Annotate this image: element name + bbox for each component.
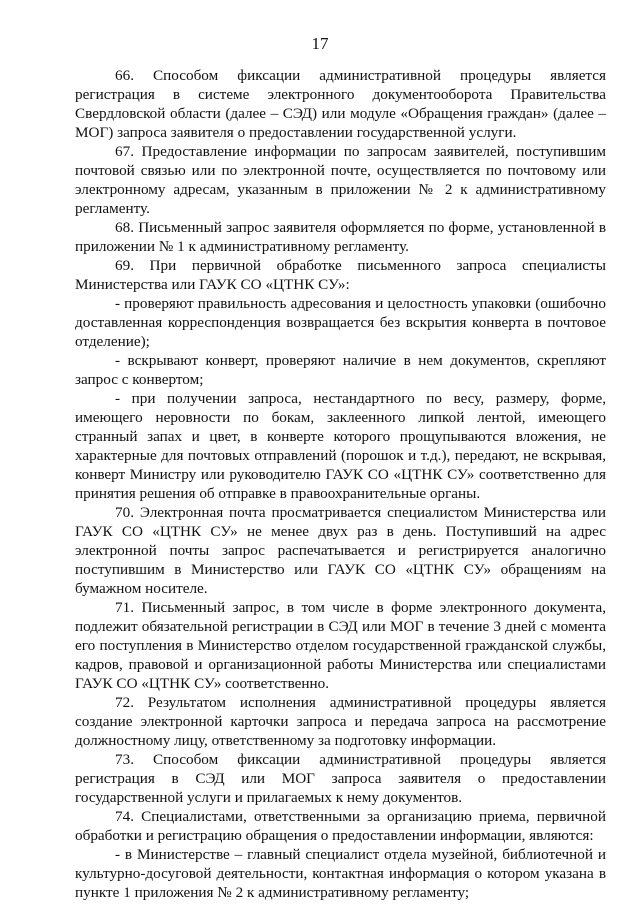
paragraph-66: 66. Способом фиксации административной процедуры является регистрация в системе электронного документооборота Правительства Свердловской области (далее – СЭД) или модуле «Обращения граждан» (далее – МОГ) запроса заявителя о предоставлении государственной услуги. <box>75 67 606 141</box>
paragraph-71: 71. Письменный запрос, в том числе в форме электронного документа, подлежит обязательной регистрации в СЭД или МОГ в течение 3 дней с момента его поступления в Министерство отделом государственной гражданской службы, кадров, правовой и организационной работы Министерства или специалистами ГАУК СО «ЦТНК СУ» соответственно. <box>75 599 606 692</box>
paragraph-72: 72. Результатом исполнения административной процедуры является создание электронной карточки запроса и передача запроса на рассмотрение должностному лицу, ответственному за подготовку информации. <box>75 694 606 749</box>
paragraph-69: 69. При первичной обработке письменного запроса специалисты Министерства или ГАУК СО «ЦТНК СУ»: <box>75 257 606 293</box>
page-number: 17 <box>311 34 329 53</box>
list-item-open-envelope: - вскрывают конверт, проверяют наличие в нем документов, скрепляют запрос с конвертом; <box>75 352 606 388</box>
paragraph-73: 73. Способом фиксации административной процедуры является регистрация в СЭД или МОГ запроса заявителя о предоставлении государственной услуги и прилагаемых к нему документов. <box>75 751 606 806</box>
paragraph-68: 68. Письменный запрос заявителя оформляется по форме, установленной в приложении № 1 к административному регламенту. <box>75 219 606 255</box>
paragraph-67: 67. Предоставление информации по запросам заявителей, поступившим почтовой связью или по электронной почте, осуществляется по почтовому или электронному адресам, указанным в приложении № 2 к административному регламенту. <box>75 143 606 217</box>
list-item-check-addressing: - проверяют правильность адресования и целостность упаковки (ошибочно доставленная корреспонденция возвращается без вскрытия конверта в почтовое отделение); <box>75 295 606 350</box>
document-body <box>75 66 606 902</box>
list-item-ministry-specialist: - в Министерстве – главный специалист отдела музейной, библиотечной и культурно-досуговой деятельности, контактная информация о котором указана в пункте 1 приложения № 2 к административному регламенту; <box>75 846 606 901</box>
paragraph-70: 70. Электронная почта просматривается специалистом Министерства или ГАУК СО «ЦТНК СУ» не менее двух раз в день. Поступивший на адрес электронной почты запрос распечатывается и регистрируется аналогично поступившим в Министерство или ГАУК СО «ЦТНК СУ» обращениям на бумажном носителе. <box>75 504 606 597</box>
paragraph-74: 74. Специалистами, ответственными за организацию приема, первичной обработки и регистрацию обращения о предоставлении информации, являются: <box>75 808 606 844</box>
list-item-suspicious-mail: - при получении запроса, нестандартного по весу, размеру, форме, имеющего неровности по бокам, заклеенного липкой лентой, имеющего странный запах и цвет, в конверте которого прощупываются вложения, не характерные для почтовых отправлений (порошок и т.д.), передают, не вскрывая, конверт Министру или руководителю ГАУК СО «ЦТНК СУ» соответственно для принятия решения об отправке в правоохранительные органы. <box>75 390 606 502</box>
